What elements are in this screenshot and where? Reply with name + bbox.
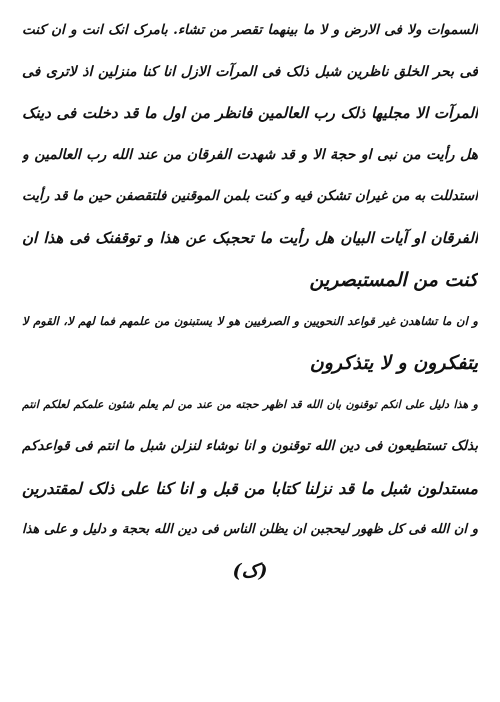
text-line: الفرقان او آيات البيان هل رأيت ما تحجبک عن هذا و توقفنک فى هذا ان (22, 228, 478, 247)
text-body (22, 10, 478, 592)
text-line: هل رأيت من نبى او حجة الا و قد شهدت الفرقان من عند الله رب العالمين و (22, 146, 478, 163)
text-line: کنت من المستبصرين (309, 268, 478, 291)
text-line: المرآت الا مجليها ذلک رب العالمين فانظر من اول ما قد دخلت فى دينک (22, 104, 478, 123)
text-line: مستدلون شبل ما قد نزلنا کتابا من قبل و انا کنا على ذلک لمقتدرين (22, 478, 478, 498)
text-line: يتفکرون و لا يتذکرون (309, 351, 478, 374)
page-marker-line (22, 551, 478, 593)
text-line: بذلک تستطيعون فى دين الله توقنون و انا نوشاء لنزلن شبل ما انتم فى قواعدکم (22, 437, 478, 454)
text-line: استدللت به من غيران تشکن فيه و کنت بلمن الموقنين فلتقصفن حين ما قد رأيت (22, 188, 478, 205)
text-line: السموات ولا فى الارض و لا ما بينهما تقصر من تشاء. بامرک انک انت و ان کنت (22, 22, 478, 38)
text-line: و ان ما تشاهدن غير قواعد النحويين و الصرفيين هو لا يستبنون من علمهم فما لهم لا، القوم لا (22, 314, 478, 329)
text-line: و هذا دليل على انکم توقنون بان الله قد اظهر حجته من عند من لم يعلم شئون علمکم لعلکم انتم (22, 398, 478, 412)
page-marker: (ک) (232, 559, 268, 582)
text-line: فى بحر الخلق ناظرين شبل ذلک فى المرآت الازل انا کنا منزلين اذ لاترى فى (22, 63, 478, 80)
text-line: و ان الله فى کل ظهور ليحجبن ان يظلن الناس فى دين الله بحجة و دليل و على هذا (22, 522, 478, 538)
